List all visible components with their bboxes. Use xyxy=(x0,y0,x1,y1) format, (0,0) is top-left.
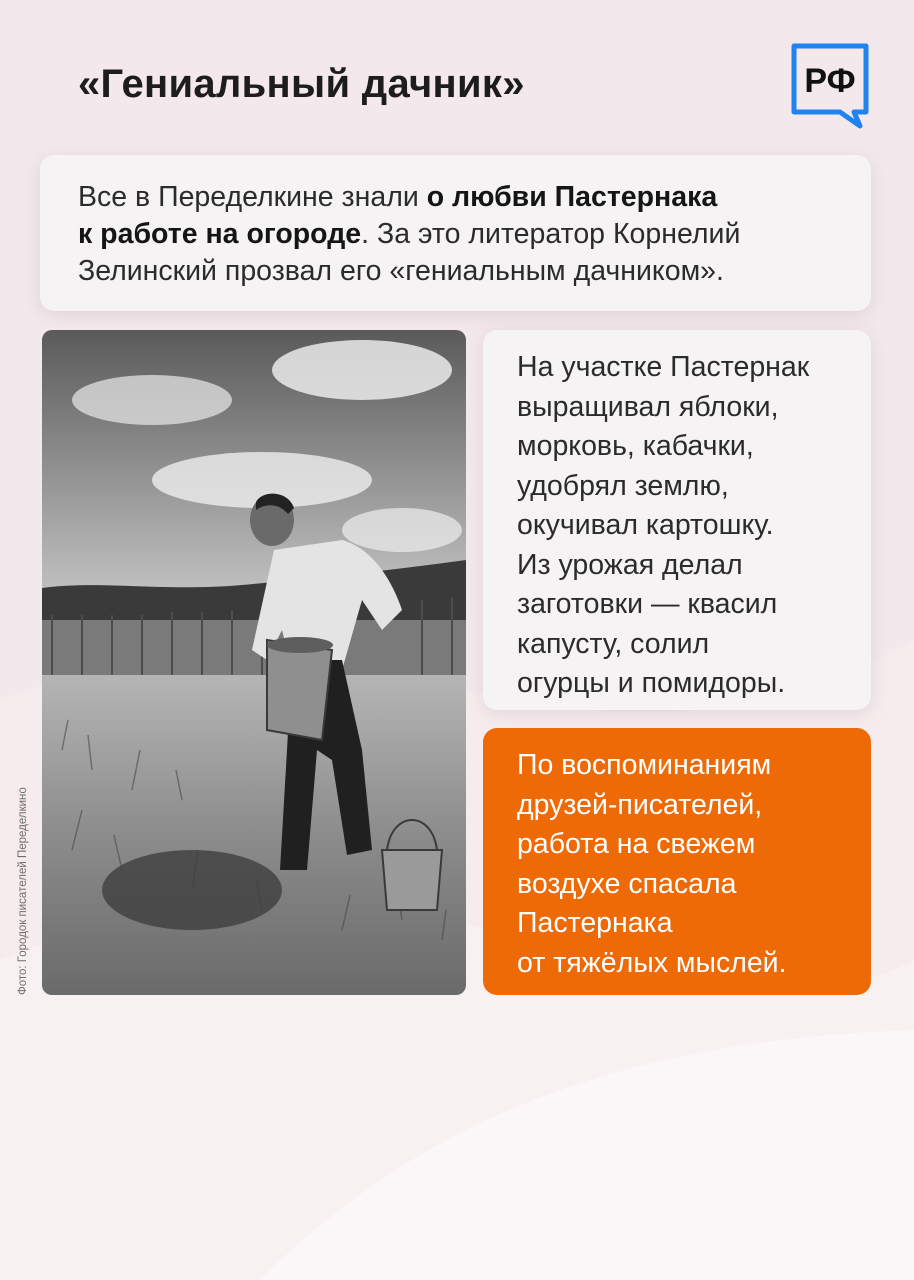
memory-line: работа на свежем xyxy=(517,828,756,860)
intro-card xyxy=(40,155,871,311)
intro-bold-2: к работе на огороде xyxy=(78,218,362,250)
memory-line: По воспоминаниям xyxy=(517,749,772,781)
rf-logo xyxy=(788,40,874,130)
facts-line: огурцы и помидоры. xyxy=(517,667,786,699)
facts-line: На участке Пастернак xyxy=(517,351,810,383)
facts-line: выращивал яблоки, xyxy=(517,390,779,423)
memory-line: друзей-писателей, xyxy=(517,788,763,821)
intro-bold-1: о любви Пастернака xyxy=(426,181,718,213)
memory-card xyxy=(483,728,871,995)
memory-line: Пастернака xyxy=(517,907,673,939)
page-title: «Гениальный дачник» xyxy=(78,62,525,106)
memory-line: от тяжёлых мыслей. xyxy=(517,946,787,979)
memory-text xyxy=(517,746,857,983)
facts-line: морковь, кабачки, xyxy=(517,430,754,462)
intro-text-part2: . За это литератор Корнелий Зелинский прозвал его «гениальным дачником». xyxy=(78,218,741,287)
facts-line: Из урожая делал xyxy=(517,548,743,581)
facts-text xyxy=(517,348,867,704)
memory-line: воздухе спасала xyxy=(517,867,737,900)
facts-line: капусту, солил xyxy=(517,627,710,660)
intro-text xyxy=(78,179,858,290)
photo-credit: Фото: Городок писателей Переделкино xyxy=(17,787,29,995)
facts-card xyxy=(483,330,871,710)
facts-line: заготовки — квасил xyxy=(517,588,778,620)
facts-line: окучивал картошку. xyxy=(517,509,774,541)
intro-text-part1: Все в Переделкине знали xyxy=(78,181,427,213)
logo-text: РФ xyxy=(804,62,856,100)
photo-pasternak-garden xyxy=(42,330,466,995)
facts-line: удобрял землю, xyxy=(517,469,729,502)
